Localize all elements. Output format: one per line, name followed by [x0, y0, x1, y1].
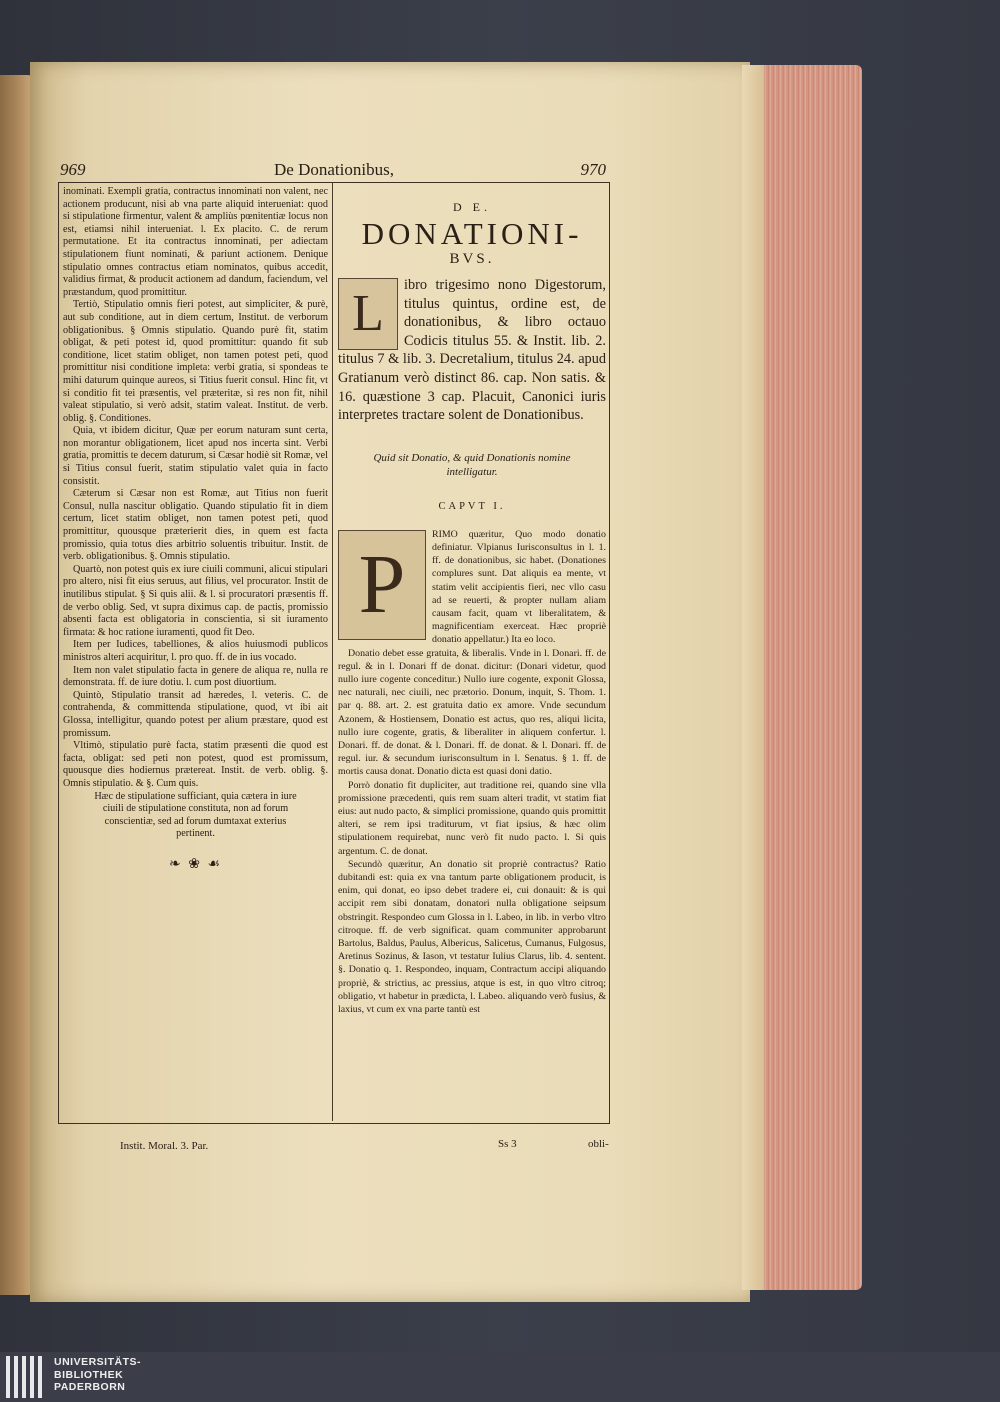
paragraph: Item per Iudices, tabelliones, & alios huiusmodi publicos ministros alteri acquiritur, l. pro quo. ff. de in ius vocado. — [63, 639, 328, 663]
printers-ornament-icon: ❧ ❀ ☙ — [168, 856, 222, 872]
section-title-continued: BVS. — [449, 251, 495, 267]
paragraph: Secundò quæritur, An donatio sit propriè contractus? Ratio dubitandi est: quia ex vna tantum parte obligationem producit, is enim, qui donat, eo ipso debet tradere ei, cui donauit: & is qui accipit rem sibi donatam, donatori nulla obligatione seipsum obstringit. Respondeo cum Glossa in l. Labeo, in lib. in verbo vltro citroque. ff. de verb significat. quam communiter approbarunt Bartolus, Baldus, Paulus, Albericus, Salicetus, Cumanus, Fulgosus, Aretinus Sozinus, & Iason, vt testatur Iulius Clarus, lib. 4. sentent. §. Donatio q. 1. Respondeo, inquam, Contractum accipi aliquando propriè, & strictius, ac pressius, atque is est, in quo vltro citroq; obligatio, vt habetur in prædicta, l. Labeo. aliquando verò fusius, & laxius, vt cum ex vna parte tantù est — [338, 858, 606, 1016]
paragraph: Tertiò, Stipulatio omnis fieri potest, aut simpliciter, & purè, aut sub conditione, aut in diem certum, Institut. de verborum obligationibus. § Omnis stipulatio. Quando purè fit, statim obligat, & peti potest id, quod promittitur: quando fit sub conditione, licet statim obliget, non tamen potest peti, quod promittitur nisi conditione impleta: verbi gratia, si spondeas te mihi daturum quinque aureos, si Titius fuerit consul. Hinc fit, vt si conditio fit tei præsentis, vel præteritæ, si res non fit, nihil valeat stipulatio, si verò adsit, statim valeat. Institut. de verb. oblig. §. Conditiones. — [63, 299, 328, 424]
initial-letter: L — [352, 285, 384, 342]
decorated-initial-icon — [338, 278, 398, 350]
decorated-initial-icon — [338, 530, 426, 640]
paragraph: Vltimò, stipulatio purè facta, statim præsenti die quod est facta, obligat: sed peti non potest, quod est promissum, quousque dies hodiernus prætereat. Instit. de verb. oblig. §. Omnis stipulatio. & §. Cum quis. — [63, 740, 328, 789]
left-page-edge — [0, 75, 32, 1295]
page-number-left: 969 — [60, 160, 86, 179]
right-column — [338, 186, 606, 1016]
page-gutter-shadow — [742, 65, 764, 1290]
catchword: obli- — [588, 1138, 609, 1150]
running-head: De Donationibus, — [274, 160, 394, 179]
paragraph: Item non valet stipulatio facta in genere de aliqua re, nulla re demonstrata. ff. de iure dotiu. l. cum post diuortium. — [63, 664, 328, 689]
paragraph: Quartò, non potest quis ex iure ciuili communi, alicui stipulari pro altero, nisi fit eius seruus, aut filius, vel procurator. Instit de inutilibus stipulat. § Si quis alii. & l. si procuratori præsentis ff. de verbo oblig. Sed, vt supra diximus cap. de pactis, promissio absenti facta est obligatoria in conscientia, si sit iuramento firmata: & hoc ratione iuramenti, quod fit Deo. — [63, 563, 328, 638]
intro-text: ibro trigesimo nono Digestorum, titulus quintus, ordine est, de donationibus, & libro octauo Codicis titulus 55. & Instit. lib. 2. titulus 7 & lib. 3. Decretalium, titulus 24. apud Gratianum verò distinct 86. cap. Non satis. & 16. quæstione 3 cap. Placuit, Canonici iuris interpretes tractare solent de Donationibus. — [338, 277, 606, 424]
paragraph: inominati. Exempli gratia, contractus innominati non valent, nec actionem producunt, nisi ab vna parte aliquid interueniat: quod si stipulatione firmentur, valent & ampliùs pœnitentiæ locus non est, etiamsi nihil interueniat. l. Ex placito. C. de rerum permutatione. Et ita contractus innominati, per adiectam stipulationem fiunt nominati, & pariunt actionem. Denique stipulatio omnes contractus etiam nominatos, quibus accedit, validius firmat, & producit actionem ad dandum, faciendum, vel præstandum, quod promittitur. — [63, 186, 328, 298]
logo-line: PADERBORN — [54, 1381, 126, 1393]
left-column — [63, 186, 328, 871]
paragraph: Cæterum si Cæsar non est Romæ, aut Titius non fuerit Consul, nulla nascitur obligatio. Quando stipulatio fit in diem certum, licet statim obliget, non tamen potest peti, quod promittitur, quousque præterierit dies, in quem est facta promissio, quia totus dies arbitrio soluentis tribuitur. Instit. de verb. obligationibus. §. Omnis stipulatio. — [63, 488, 328, 563]
section-title: DONATIONI- — [361, 216, 583, 251]
logo-line: UNIVERSITÄTS- — [54, 1356, 142, 1368]
intro-paragraph — [338, 276, 606, 425]
initial-letter: P — [358, 537, 406, 631]
chapter-body — [338, 528, 606, 1017]
library-logo-text — [54, 1356, 141, 1394]
chapter-heading: CAPVT I. — [438, 500, 506, 512]
column-divider — [332, 183, 333, 1121]
library-logo-icon — [6, 1356, 44, 1398]
logo-line: BIBLIOTHEK — [54, 1368, 124, 1381]
paragraph: Donatio debet esse gratuita, & liberalis. Vnde in l. Donari. ff. de regul. & in l. Donari ff de donat. dicitur: (Donari videtur, quod nullo iure cogente conceditur.) Nullo iure cogente, exponit Glossa, nec naturali, nec ciuili, nec prætorio. Donum, inquit, S. Thom. 1. par q. 88. art. 2. est gratuita datio ex amore. Vnde secundum Azonem, & Hostiensem, Donatio est actus, quo res, aliqui licita, nullo iure cogente, gratis, & liberaliter in aliquem confertur. l. Donari. ff. de donat. & l. Donari. ff. de donat. & l. Donari. ff. de regul. iur. & secundum iurisconsultum in l. Senatus. § 1. ff. de mortis causa donat. Donatio dicta est quasi doni datio. — [338, 647, 606, 778]
page-number-right: 970 — [580, 160, 606, 179]
signature-mark: Ss 3 — [498, 1138, 517, 1150]
page-header — [58, 160, 610, 180]
paragraph-closing: Hæc de stipulatione sufficiant, quia cætera in iure ciuili de stipulatione constituta, non ad forum conscientiæ, sed ad forum dumtaxat exterius pertinent. — [94, 790, 297, 840]
paragraph: Quintò, Stipulatio transit ad hæredes, l. veteris. C. de contrahenda, & committenda stipulatione, quod, vt ibi ait Glossa, intelligitur, quando potest per alium præstare, quod est promissum. — [63, 689, 328, 739]
paragraph: RIMO quæritur, Quo modo donatio definiatur. Vlpianus Iurisconsultus in l. 1. ff. de donationibus, sic habet. (Donationes complures sunt. Dat aliquis ea mente, vt statim velit accipientis fieri, nec vllo casu ad se reuerti, & propter nullam aliam causam facit, quam vt liberalitatem, & magnificentiam exerceat. Hæc propriè donatio appellatur.) Ita eo loco. — [432, 528, 606, 646]
paragraph: Quia, vt ibidem dicitur, Quæ per eorum naturam sunt certa, non morantur obligationem, licet apud nos incerta sint. Verbi gratia, promittis te decem daturum, si Cæsar hodiè sit Romæ, vel si Titius consul fuerit, statim stipulatio valet quia in facto consistit. — [63, 425, 328, 487]
chapter-subtitle: Quid sit Donatio, & quid Donationis nomine intelligatur. — [373, 451, 571, 478]
footer-title: Instit. Moral. 3. Par. — [120, 1140, 209, 1152]
title-prefix: D E. — [453, 200, 491, 214]
library-footer-band — [0, 1352, 1000, 1402]
paragraph: Porrò donatio fit dupliciter, aut traditione rei, quando sine vlla promissione præcedenti, quis rem suam alteri tradit, vt statim fiat eius: aut nudo pacto, & simplici promissione, quando quis promittit alteri, se rem ipsi traditurum, vt fiat ipsius, & hæc olim stipulationem requirebat, nunc verò fit nudo pacto. l. Si quis argentum. C. de donat. — [338, 779, 606, 857]
